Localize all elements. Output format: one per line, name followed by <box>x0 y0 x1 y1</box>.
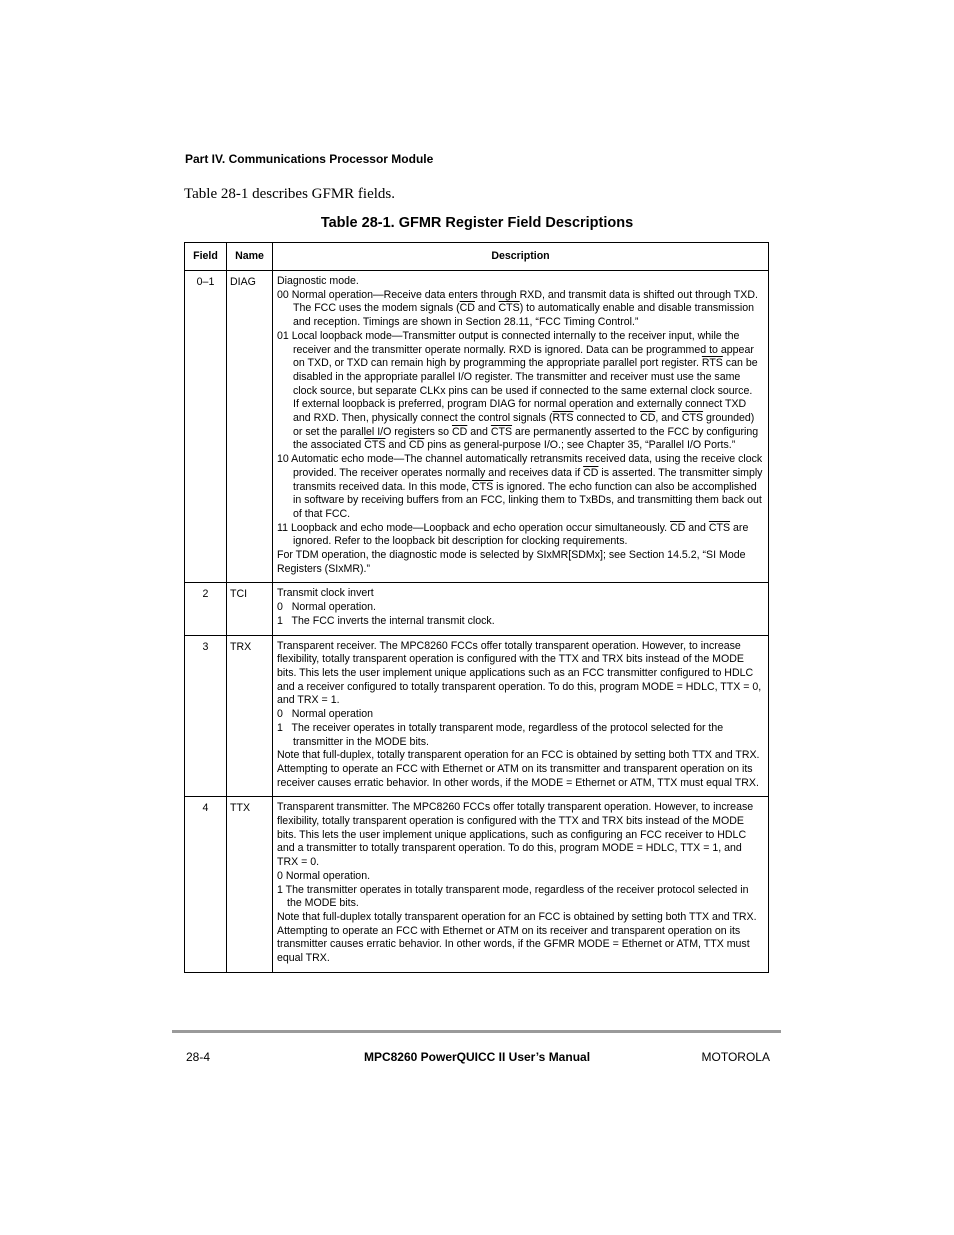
table-row <box>185 271 769 583</box>
intro-text: Table 28-1 describes GFMR fields. <box>184 186 395 202</box>
field-cell: 2 <box>185 583 227 635</box>
description-cell <box>273 797 769 972</box>
col-header-name: Name <box>227 243 273 271</box>
manual-title: MPC8260 PowerQUICC II User’s Manual <box>363 1050 591 1064</box>
desc-line: For TDM operation, the diagnostic mode is selected by SIxMR[SDMx]; see Section 14.5.2, “SI Mode Registers (SIxMR).” <box>277 549 746 575</box>
footer-rule <box>172 1030 781 1033</box>
description-cell <box>273 583 769 635</box>
desc-item-00: 00 Normal operation—Receive data enters through RXD, and transmit data is shifted out through TXD. The FCC uses the modem signals ($\overline{CD}$ and $\overline{CTS}$) to automatically enable and disable transmission and reception. Timings are shown in Section 28.11, “FCC Timing Control.” <box>277 288 758 329</box>
table-row <box>185 635 769 797</box>
desc-line: Transmit clock invert <box>277 587 374 600</box>
desc-item-11: 11 Loopback and echo mode—Loopback and echo operation occur simultaneously. $\overline{CD}$ and $\overline{CTS}$ are ignored. Refer to the loopback bit description for clocking requirements. <box>277 521 749 548</box>
name-cell: DIAG <box>227 271 273 583</box>
desc-line: Note that full-duplex, totally transparent operation for an FCC is obtained by setting both TTX and TRX. Attempting to operate an FCC with Ethernet or ATM on its transmitter and transparent operation on its receiver causes erratic behavior. In other words, if the MODE = Ethernet or ATM, TTX must equal TRX. <box>277 749 760 789</box>
col-header-description: Description <box>273 243 769 271</box>
desc-item: 0 Normal operation. <box>277 601 376 614</box>
desc-line: Diagnostic mode. <box>277 275 359 287</box>
field-cell: 4 <box>185 797 227 972</box>
desc-item: 0 Normal operation. <box>277 869 371 882</box>
desc-item: 1 The transmitter operates in totally transparent mode, regardless of the receiver protocol selected in the MODE bits. <box>277 883 749 910</box>
running-header: Part IV. Communications Processor Module <box>185 152 434 166</box>
name-cell: TRX <box>227 635 273 797</box>
desc-item-01: 01 Local loopback mode—Transmitter output is connected internally to the receiver input, while the receiver and the transmitter operate normally. RXD is ignored. Data can be programmed to appear on TXD, or TXD can remain high by programming the appropriate parallel port register. $\overline{RTS}$ can be disabled in the appropriate parallel I/O register. The transmitter and receiver must use the same clock source, but separate CLKx pins can be used if connected to the same external clock source. <box>277 329 758 397</box>
desc-item-01-extra: If external loopback is preferred, program DIAG for normal operation and externally connect TXD and RXD. Then, physically connect the control signals ($\overline{RTS}$ connected to $\overline{CD}$, and $\overline{CTS}$ grounded) or set the parallel I/O registers so $\overline{CD}$ and $\overline{CTS}$ are permanently asserted to the FCC by configuring the associated $\overline{CTS}$ and $\overline{CD}$ pins as general-purpose I/O.; see Chapter 35, “Parallel I/O Ports.” <box>293 398 759 452</box>
description-cell <box>273 635 769 797</box>
name-cell: TTX <box>227 797 273 972</box>
name-cell: TCI <box>227 583 273 635</box>
description-cell <box>273 271 769 583</box>
desc-line: Transparent receiver. The MPC8260 FCCs offer totally transparent operation. However, to increase flexibility, totally transparent operation is configured with the TTX and TRX bits instead of the MODE bits. This lets the user implement unique applications such as an FCC transmitter configured to HDLC and a receiver configured to totally transparent operation. To do this, program MODE = HDLC, TTX = 0, and TRX = 1. <box>277 639 762 707</box>
page-number: 28-4 <box>186 1050 211 1064</box>
field-cell: 3 <box>185 635 227 797</box>
table-header-row <box>185 243 769 271</box>
col-header-field: Field <box>185 243 227 271</box>
desc-item-10: 10 Automatic echo mode—The channel automatically retransmits received data, using the receive clock provided. The receiver operates normally and receives data if $\overline{CD}$ is asserted. The transmitter simply transmits received data. In this mode, $\overline{CTS}$ is ignored. The echo function can also be accomplished in software by receiving buffers from an FCC, linking them to TxBDs, and transmitting them back out of that FCC. <box>277 453 763 520</box>
company-name: MOTOROLA <box>701 1050 770 1064</box>
desc-line: Transparent transmitter. The MPC8260 FCCs offer totally transparent operation. However, to increase flexibility, totally transparent operation is configured with the TTX and TRX bits instead of the MODE bits. This lets the user implement unique applications, such as configuring an FCC receiver to HDLC and a transmitter to totally transparent operation. To do this, program MODE = HDLC, TTX = 1, and TRX = 0. <box>277 801 754 869</box>
field-cell: 0–1 <box>185 271 227 583</box>
desc-item: 0 Normal operation <box>277 708 373 721</box>
table-row <box>185 583 769 635</box>
table-caption: Table 28-1. GFMR Register Field Descriptions <box>320 215 634 231</box>
desc-item: 1 The receiver operates in totally transparent mode, regardless of the protocol selected for the transmitter in the MODE bits. <box>277 721 727 748</box>
gfmr-field-table <box>184 242 769 973</box>
desc-line: Note that full-duplex totally transparent operation for an FCC is obtained by setting both TTX and TRX. Attempting to operate an FCC with Ethernet or ATM on its receiver and transparent operation on its transmitter causes erratic behavior. In other words, if the GFMR MODE = Ethernet or ATM, TTX must equal TRX. <box>277 910 757 965</box>
desc-item: 1 The FCC inverts the internal transmit clock. <box>277 614 495 627</box>
table-row <box>185 797 769 972</box>
